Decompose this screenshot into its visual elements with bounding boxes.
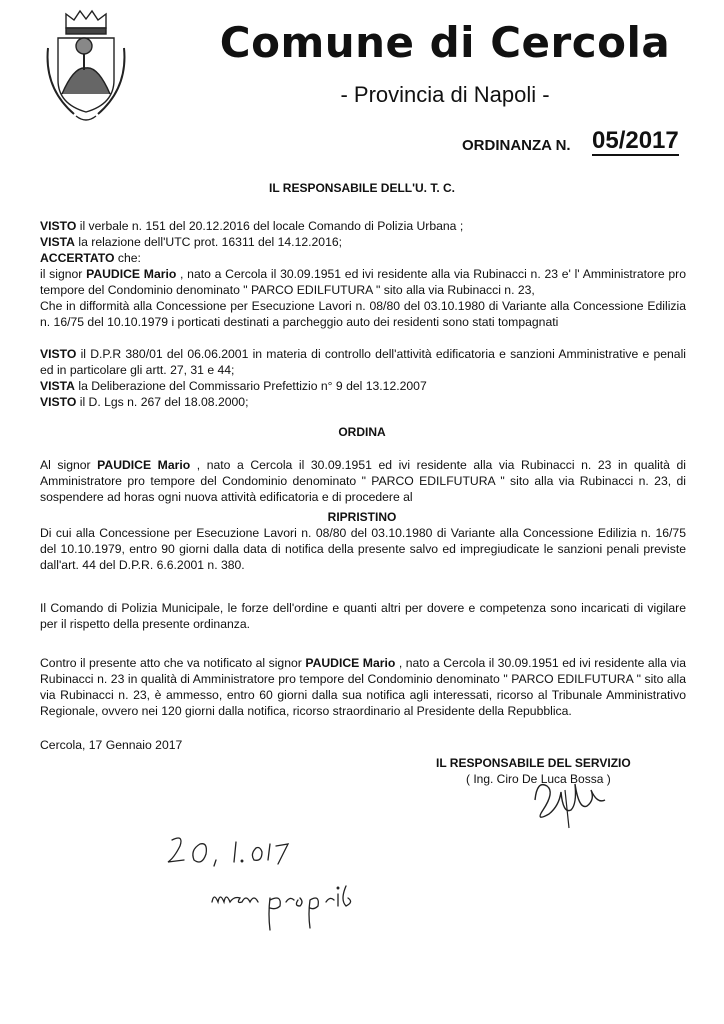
difformita-line: Che in difformità alla Concessione per Esecuzione Lavori n. 08/80 del 03.10.1980 di Variante alla Concessione Edilizia n. 16/75 del 10.10.1979 i porticati destinati a parcheggio auto dei residenti sono stati tompagnati <box>40 299 686 329</box>
ordinance-label: ORDINANZA N. <box>462 137 571 154</box>
line-text: , nato a Cercola il 30.09.1951 ed ivi residente alla via Rubinacci n. 23 in qualità di Amministratore pro tempore del Condominio denominato " PARCO EDILFUTURA " sito alla via Rubinacci n. 23, di sospendere ad horas ogni nuova attività edificatoria e di procedere al <box>40 458 686 504</box>
line-text: , nato a Cercola il 30.09.1951 ed ivi residente alla via Rubinacci n. 23 e' l' Amministratore pro tempore del Condominio denominato " PARCO EDILFUTURA " sito alla via Rubinacci n. 23, <box>40 267 686 297</box>
appeal-paragraph <box>40 655 686 719</box>
visto-line <box>40 218 686 234</box>
line-text: Al signor <box>40 458 98 472</box>
municipal-crest-logo <box>44 8 128 126</box>
date-place: Cercola, 17 Gennaio 2017 <box>40 738 183 752</box>
appeal-block <box>40 655 686 719</box>
province-subtitle: - Provincia di Napoli - <box>340 82 550 107</box>
keyword: VISTA <box>40 379 75 393</box>
line-text: Contro il presente atto che va notificato al signor <box>40 656 306 670</box>
line-text: che: <box>114 251 141 265</box>
ordina-heading: ORDINA <box>338 425 386 439</box>
ordina-paragraph <box>40 457 686 505</box>
handwritten-signature <box>525 770 615 830</box>
keyword: VISTO <box>40 395 77 409</box>
police-paragraph: Il Comando di Polizia Municipale, le forze dell'ordine e quanti altri per dovere e competenza sono incaricati di vigilare per il rispetto della presente ordinanza. <box>40 601 686 631</box>
signatory-name: ( Ing. Ciro De Luca Bossa ) <box>466 772 611 786</box>
person-name: PAUDICE Mario <box>97 458 191 472</box>
signatory-title: IL RESPONSABILE DEL SERVIZIO <box>436 756 631 770</box>
dpr-line <box>40 346 686 378</box>
ripristino-paragraph: Di cui alla Concessione per Esecuzione Lavori n. 08/80 del 03.10.1980 di Variante alla Concessione Edilizia n. 16/75 del 10.10.1979, entro 90 giorni dalla data di notifica della presente salvo ed impregiudicate le sanzioni penali previste dall'art. 44 del D.P.R. 6.6.2001 n. 380. <box>40 526 686 572</box>
visto-block <box>40 218 686 330</box>
vista-line <box>40 234 686 250</box>
deliberazione-line <box>40 378 686 394</box>
person-name: PAUDICE Mario <box>86 267 177 281</box>
ripristino-heading: RIPRISTINO <box>327 510 397 524</box>
municipality-title: Comune di Cercola <box>219 18 671 67</box>
responsible-heading: IL RESPONSABILE DELL'U. T. C. <box>269 181 455 195</box>
keyword: VISTO <box>40 219 77 233</box>
handwritten-annotation <box>150 830 410 940</box>
ordina-block <box>40 457 686 505</box>
keyword: ACCERTATO <box>40 251 115 265</box>
keyword: VISTO <box>40 347 77 361</box>
laws-block <box>40 346 686 410</box>
line-text: , nato a Cercola il 30.09.1951 ed ivi residente alla via Rubinacci n. 23 in qualità di Amministratore pro tempore del Condominio denominato " PARCO EDILFUTURA " sito alla via Rubinacci n. 23, è ammesso, entro 60 giorni dalla sua notifica agli interessati, ricorso al Tribunale Amministrativo Regionale, ovvero nei 120 giorni dalla notifica, ricorso straordinario al Presidente della Repubblica. <box>40 656 686 718</box>
line-text: il D. Lgs n. 267 del 18.08.2000; <box>76 395 249 409</box>
accertato-line <box>40 250 686 266</box>
line-text: il verbale n. 151 del 20.12.2016 del locale Comando di Polizia Urbana ; <box>76 219 464 233</box>
line-text: il D.P.R 380/01 del 06.06.2001 in materia di controllo dell'attività edificatoria e sanzioni Amministrative e penali ed in particolare gli artt. 27, 31 e 44; <box>40 347 686 377</box>
person-name: PAUDICE Mario <box>305 656 396 670</box>
ordinance-number: 05/2017 <box>592 127 679 154</box>
line-text: la Deliberazione del Commissario Prefettizio n° 9 del 13.12.2007 <box>75 379 427 393</box>
line-text: la relazione dell'UTC prot. 16311 del 14.12.2016; <box>75 235 343 249</box>
dlgs-line <box>40 394 686 410</box>
paudice-line <box>40 266 686 298</box>
line-text: il signor <box>40 267 87 281</box>
keyword: VISTA <box>40 235 75 249</box>
